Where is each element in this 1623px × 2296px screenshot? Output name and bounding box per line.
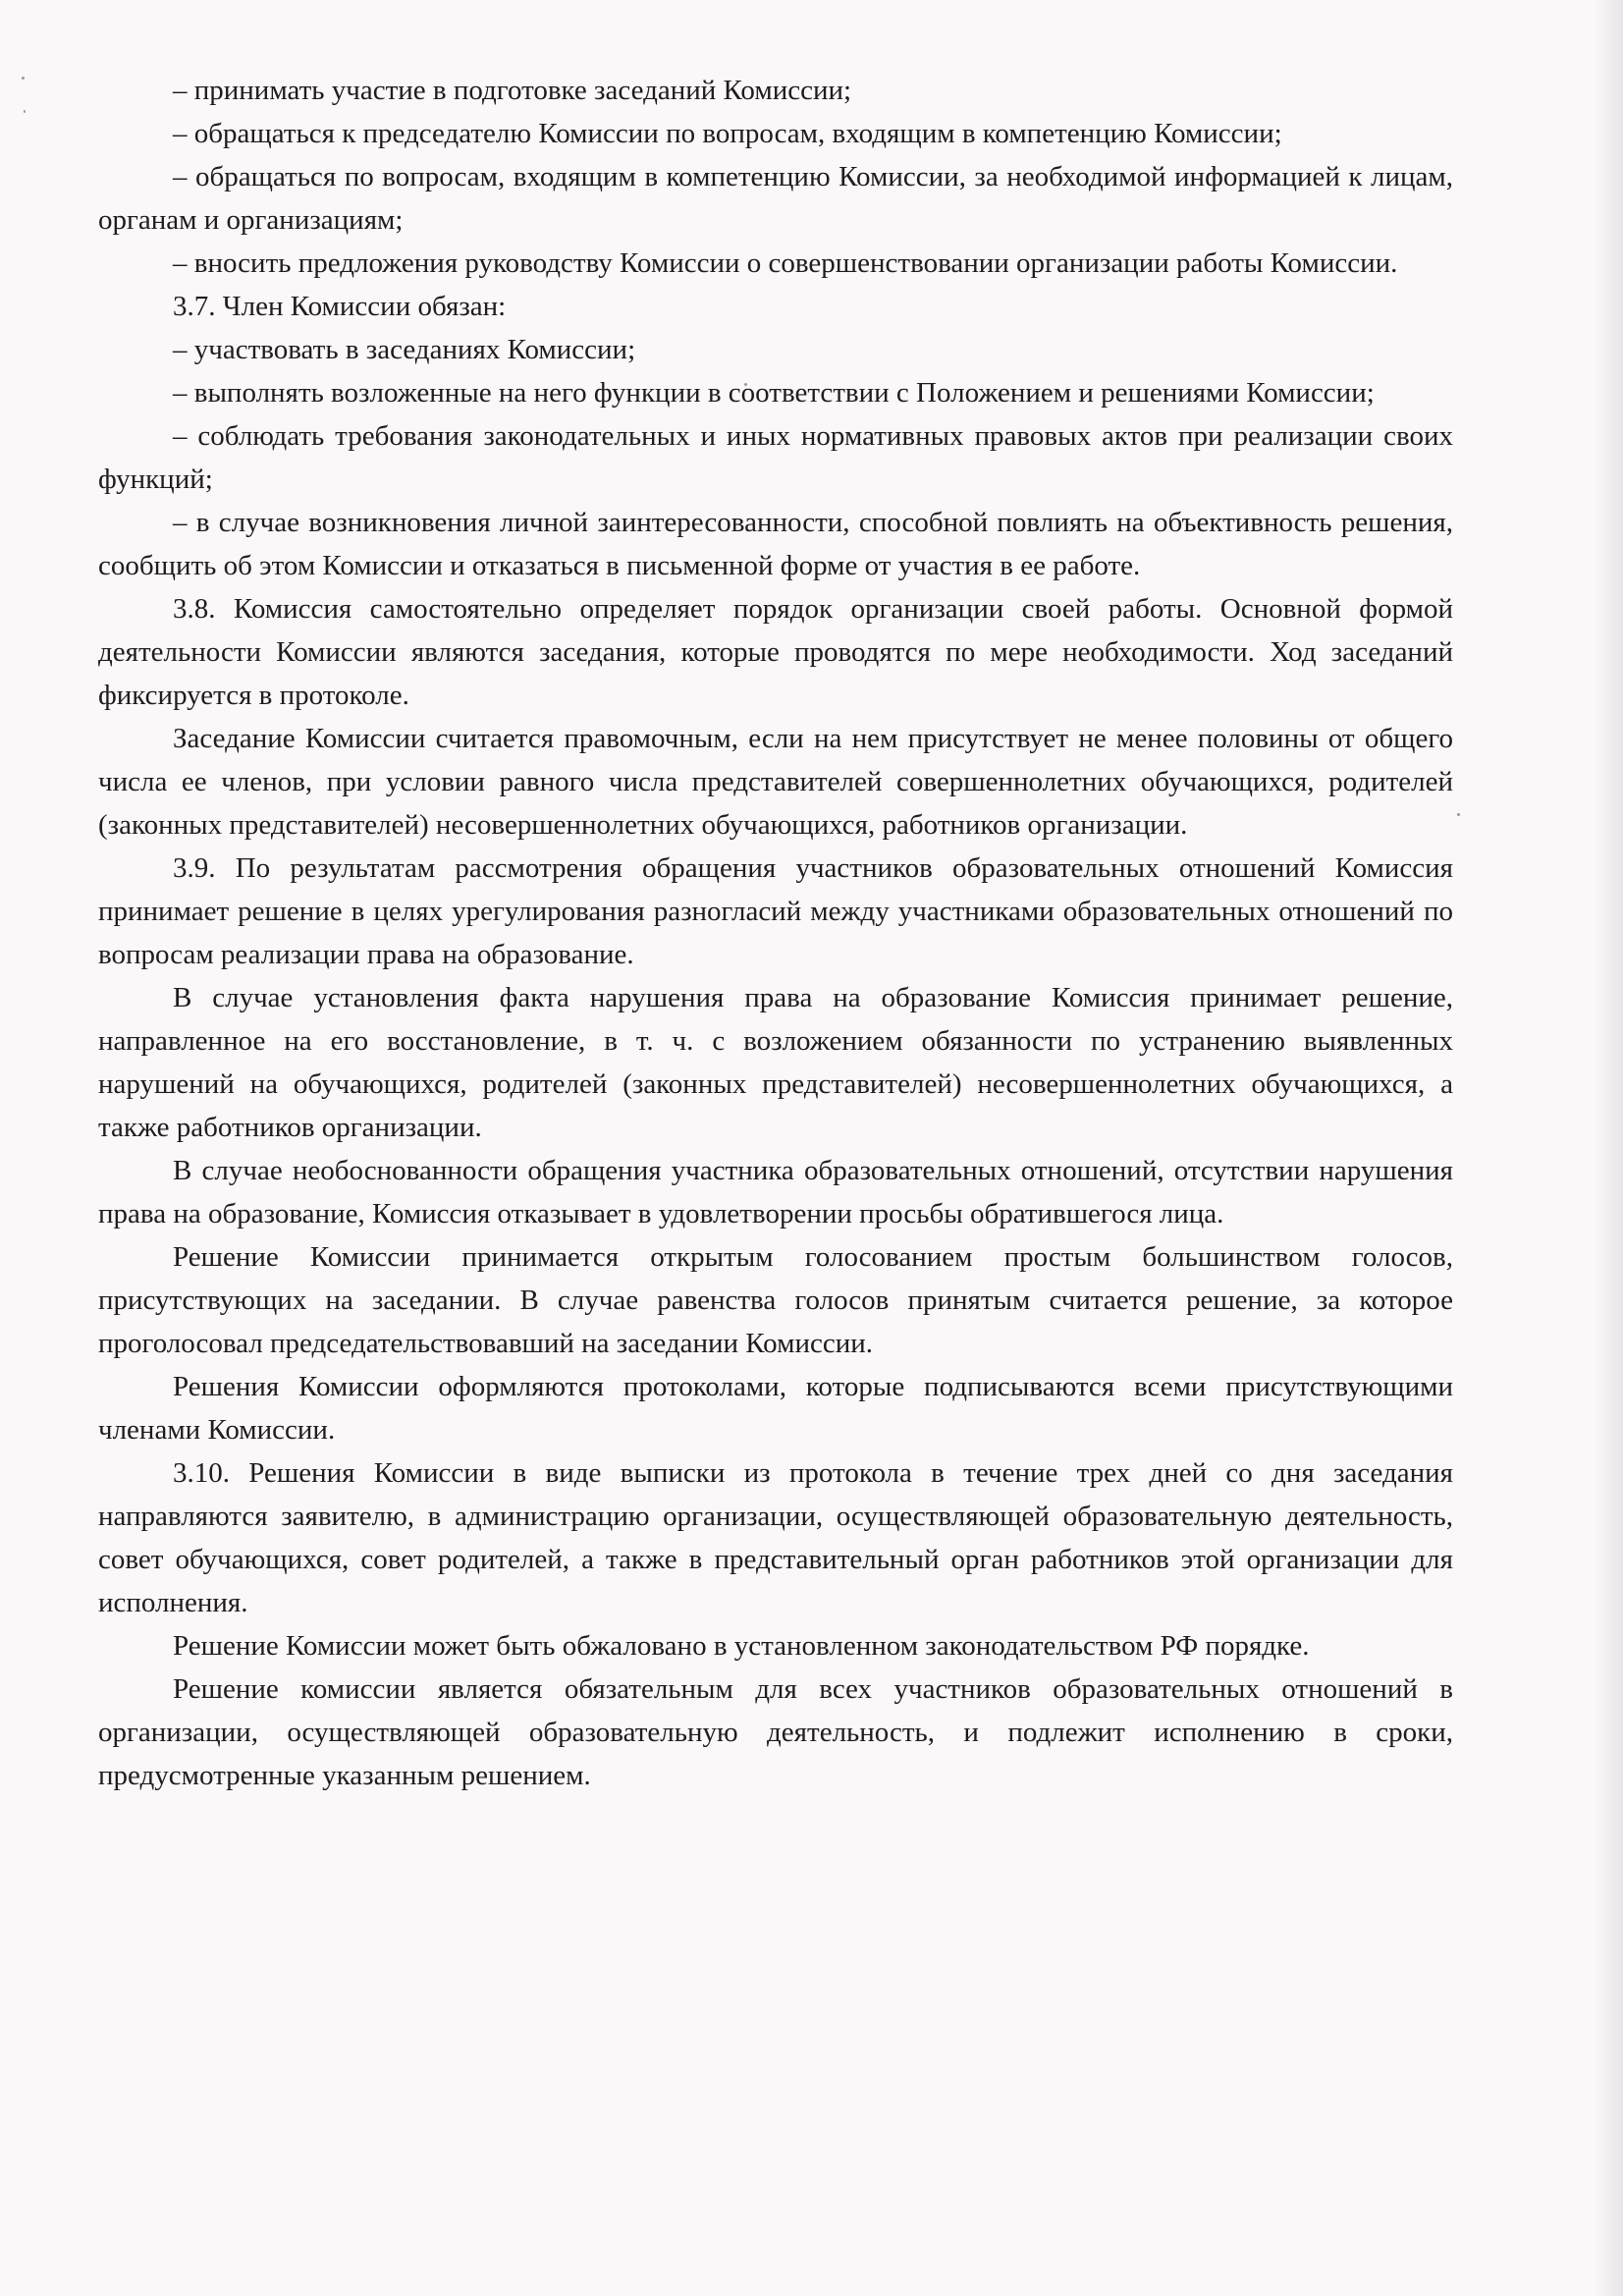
paragraph: Решение Комиссии принимается открытым голосованием простым большинством голосов, присутствующих на заседании. В случае равенства голосов принятым считается решение, за которое проголосовал председательствовавший на заседании Комиссии. (98, 1241, 1453, 1359)
paragraph: Заседание Комиссии считается правомочным, если на нем присутствует не менее половины от общего числа ее членов, при условии равного числа представителей совершеннолетних обучающихся, родителей (законных представителей) несовершеннолетних обучающихся, работников организации. (98, 723, 1453, 841)
scan-speck (22, 77, 25, 80)
scan-speck (1457, 813, 1460, 816)
paragraph: 3.8. Комиссия самостоятельно определяет порядок организации своей работы. Основной формой деятельности Комиссии являются заседания, которые проводятся по мере необходимости. Ход заседаний фиксируется в протоколе. (98, 593, 1453, 711)
paragraph: – обращаться к председателю Комиссии по вопросам, входящим в компетенцию Комиссии; (173, 118, 1282, 149)
paragraph: – участвовать в заседаниях Комиссии; (173, 334, 636, 365)
paragraph: – принимать участие в подготовке заседаний Комиссии; (173, 75, 852, 106)
paragraph: Решение Комиссии может быть обжаловано в установленном законодательством РФ порядке. (173, 1630, 1310, 1662)
paragraph: В случае необоснованности обращения участника образовательных отношений, отсутствии нарушения права на образование, Комиссия отказывает в удовлетворении просьбы обратившегося лица. (98, 1155, 1453, 1230)
paragraph: – выполнять возложенные на него функции в соответствии с Положением и решениями Комиссии; (173, 377, 1375, 409)
paragraph: 3.7. Член Комиссии обязан: (173, 291, 507, 322)
paragraph: – обращаться по вопросам, входящим в компетенцию Комиссии, за необходимой информацией к лицам, органам и организациям; (98, 161, 1453, 236)
scan-speck (24, 110, 26, 113)
paragraph: 3.10. Решения Комиссии в виде выписки из протокола в течение трех дней со дня заседания направляются заявителю, в администрацию организации, осуществляющей образовательную деятельность, совет обучающихся, совет родителей, а также в представительный орган работников этой организации для исполнения. (98, 1457, 1453, 1618)
paragraph: 3.9. По результатам рассмотрения обращения участников образовательных отношений Комиссия принимает решение в целях урегулирования разногласий между участниками образовательных отношений по вопросам реализации права на образование. (98, 852, 1453, 970)
paragraph: В случае установления факта нарушения права на образование Комиссия принимает решение, направленное на его восстановление, в т. ч. с возложением обязанности по устранению выявленных нарушений на обучающихся, родителей (законных представителей) несовершеннолетних обучающихся, а также работников организации. (98, 982, 1453, 1143)
paragraph: Решения Комиссии оформляются протоколами, которые подписываются всеми присутствующими членами Комиссии. (98, 1371, 1453, 1446)
document-body (98, 69, 1453, 1797)
paragraph: – вносить предложения руководству Комиссии о совершенствовании организации работы Комиссии. (173, 247, 1398, 279)
paragraph: – соблюдать требования законодательных и иных нормативных правовых актов при реализации своих функций; (98, 420, 1453, 495)
paragraph: – в случае возникновения личной заинтересованности, способной повлиять на объективность решения, сообщить об этом Комиссии и отказаться в письменной форме от участия в ее работе. (98, 507, 1453, 581)
paragraph: Решение комиссии является обязательным для всех участников образовательных отношений в организации, осуществляющей образовательную деятельность, и подлежит исполнению в сроки, предусмотренные указанным решением. (98, 1673, 1453, 1791)
scan-edge-shadow (1594, 0, 1623, 2296)
